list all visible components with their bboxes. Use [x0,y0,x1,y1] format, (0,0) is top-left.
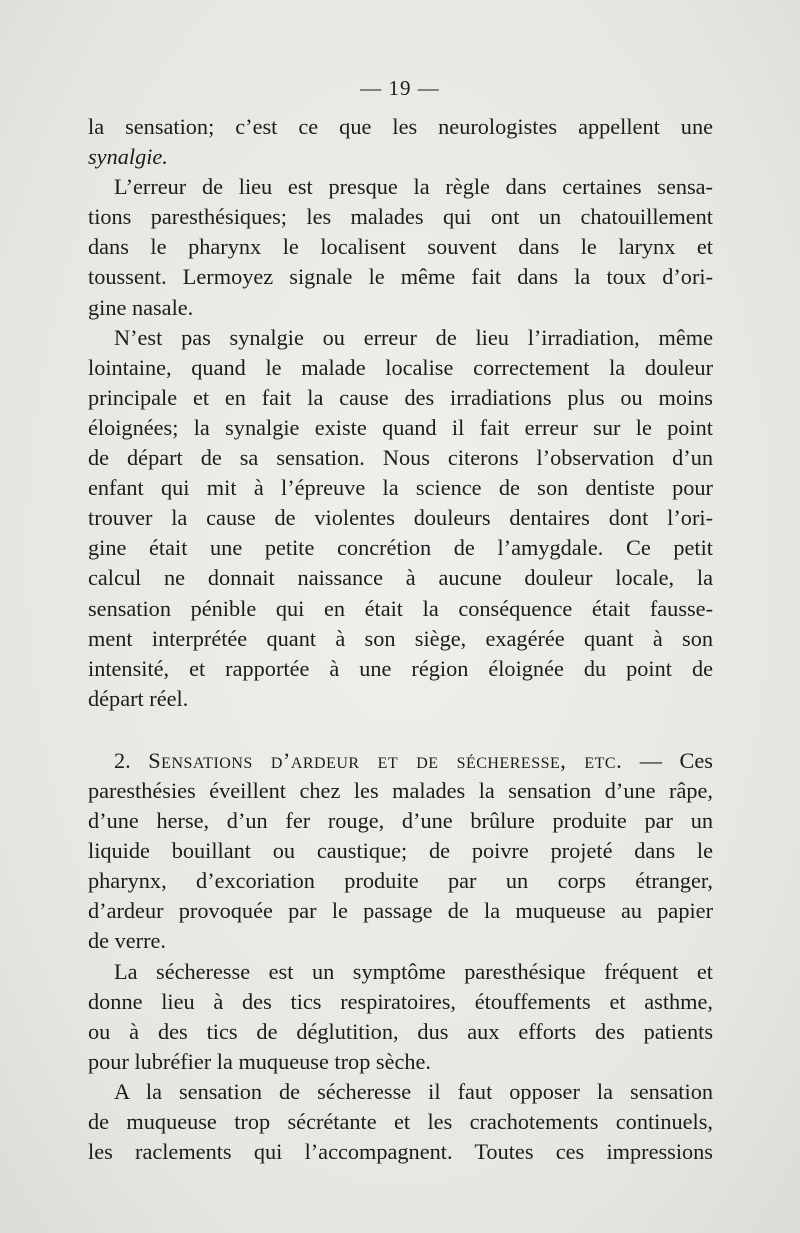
text-line: liquide bouillant ou caustique; de poivre projeté dans le [88,838,713,864]
text-line: éloignées; la synalgie existe quand il fait erreur sur le point [88,414,713,440]
text-line: lointaine, quand le malade localise correctement la douleur [88,354,713,380]
text-line: dans le pharynx le localisent souvent dans le larynx et [88,234,713,260]
text-line: A la sensation de sécheresse il faut opposer la sensation [114,1078,713,1104]
text-line: enfant qui mit à l’épreuve la science de son dentiste pour [88,475,713,501]
text-line: donne lieu à des tics respiratoires, étouffements et asthme, [88,988,713,1014]
text-line: départ réel. [88,685,189,711]
term-synalgie: synalgie. [88,144,168,170]
text-line: gine nasale. [88,294,194,320]
section-number: 2. [114,747,131,773]
text-line: d’une herse, d’un fer rouge, d’une brûlure produite par un [88,808,713,834]
text-line: pour lubréfier la muqueuse trop sèche. [88,1048,431,1074]
text-line: d’ardeur provoquée par le passage de la muqueuse au papier [88,898,713,924]
text-line: ment interprétée quant à son siège, exagérée quant à son [88,625,713,651]
text-line: toussent. Lermoyez signale le même fait dans la toux d’ori- [88,264,713,290]
body-text [88,112,713,1167]
text-line: trouver la cause de violentes douleurs dentaires dont l’ori- [88,505,713,531]
text-line: paresthésies éveillent chez les malades la sensation d’une râpe, [88,777,713,803]
section-gap [88,714,713,746]
section-heading-continuation: — Ces [622,747,713,773]
text-line: sensation pénible qui en était la conséquence était fausse- [88,595,713,621]
text-line: L’erreur de lieu est presque la règle dans certaines sensa- [114,174,713,200]
text-line: N’est pas synalgie ou erreur de lieu l’irradiation, même [114,324,713,350]
text-line: de muqueuse trop sécrétante et les crachotements continuels, [88,1109,713,1134]
text-line: de départ de sa sensation. Nous citerons l’observation d’un [88,445,713,471]
text-line: ou à des tics de déglutition, dus aux efforts des patients [88,1018,713,1044]
page-number: — 19 — [360,76,440,100]
section-heading: Sensations d’ardeur et de sécheresse, etc. [148,747,623,773]
text-line [88,142,713,172]
text-line: intensité, et rapportée à une région éloignée du point de [88,655,713,681]
text-line: principale et en fait la cause des irradiations plus ou moins [88,384,713,410]
text-line: de verre. [88,928,166,954]
text-line: gine était une petite concrétion de l’amygdale. Ce petit [88,535,713,561]
text-line: calcul ne donnait naissance à aucune douleur locale, la [88,565,713,591]
text-line: La sécheresse est un symptôme paresthésique fréquent et [114,958,713,984]
section-heading-line [88,746,713,776]
text-line: tions paresthésiques; les malades qui ont un chatouillement [88,204,713,230]
text-line: pharynx, d’excoriation produite par un corps étranger, [88,868,713,894]
text-line: la sensation; c’est ce que les neurologistes appellent une [88,114,713,139]
text-line: les raclements qui l’accompagnent. Toutes ces impressions [88,1139,713,1165]
